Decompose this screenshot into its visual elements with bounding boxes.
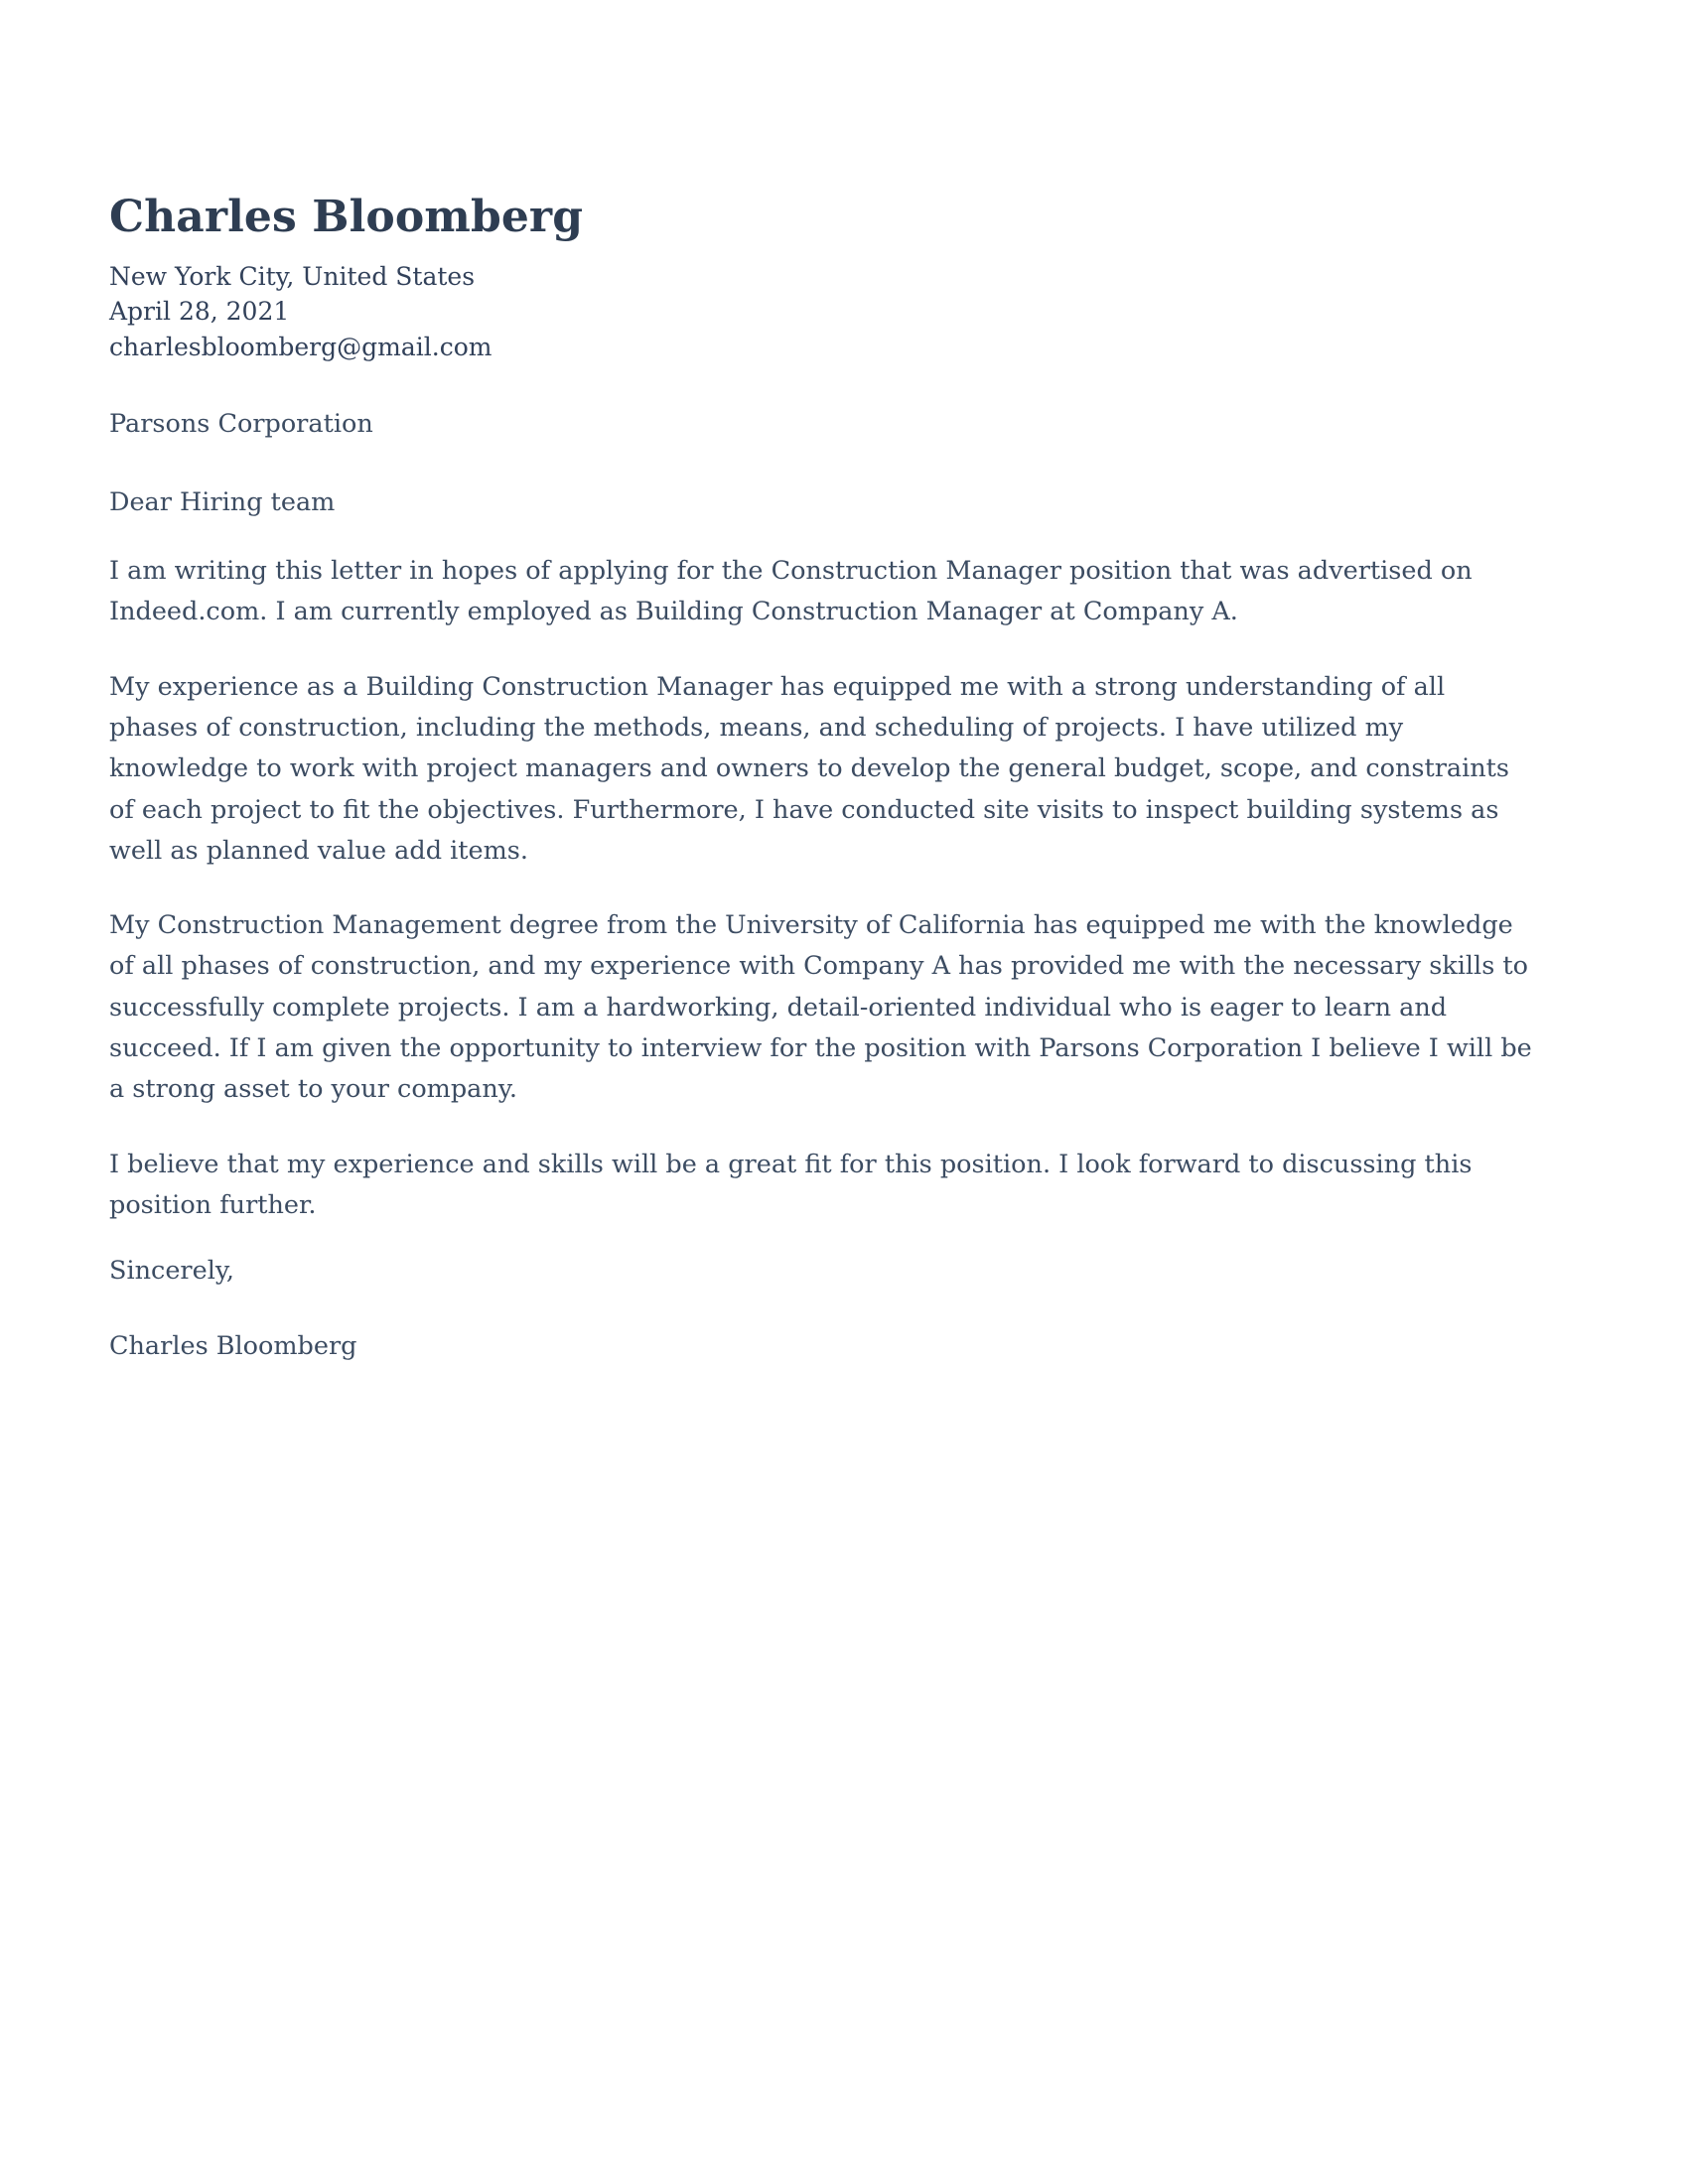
paragraph: I believe that my experience and skills will be a great fit for this position. I look forward to discussing this position further. <box>109 1149 1473 1220</box>
salutation-line: Dear Hiring team <box>109 487 336 518</box>
letter-date: April 28, 2021 <box>109 297 290 327</box>
sender-email[interactable]: charlesbloomberg@gmail.com <box>109 332 492 361</box>
paragraph: I am writing this letter in hopes of applying for the Construction Manager position that was advertised on Indeed.com. I am currently employed as Building Construction Manager at Company A. <box>109 556 1473 627</box>
paragraph: My experience as a Building Construction Manager has equipped me with a strong understanding of all phases of construction, including the methods, means, and scheduling of projects. I have utilized my knowledge to work with project managers and owners to develop the general budget, scope, and constraints of each project to fit the objectives. Furthermore, I have conducted site visits to inspect building systems as well as planned value add items. <box>109 671 1510 866</box>
sender-name-heading: Charles Bloomberg <box>109 192 584 242</box>
signature-name: Charles Bloomberg <box>109 1331 357 1362</box>
recipient-company: Parsons Corporation <box>109 409 373 440</box>
sender-contact-block <box>109 259 1534 365</box>
sender-location: New York City, United States <box>109 261 476 291</box>
recipient-block <box>109 406 1534 443</box>
letter-body <box>109 192 1534 1365</box>
paragraph: My Construction Management degree from the University of California has equipped me with the knowledge of all phases of construction, and my experience with Company A has provided me with the necessary skills to successfully complete projects. I am a hardworking, detail-oriented individual who is eager to learn and succeed. If I am given the opportunity to interview for the position with Parsons Corporation I believe I will be a strong asset to your company. <box>109 910 1532 1105</box>
letter-paragraphs <box>109 551 1534 1226</box>
closing-block <box>109 1253 1534 1365</box>
valediction: Sincerely, <box>109 1256 234 1287</box>
